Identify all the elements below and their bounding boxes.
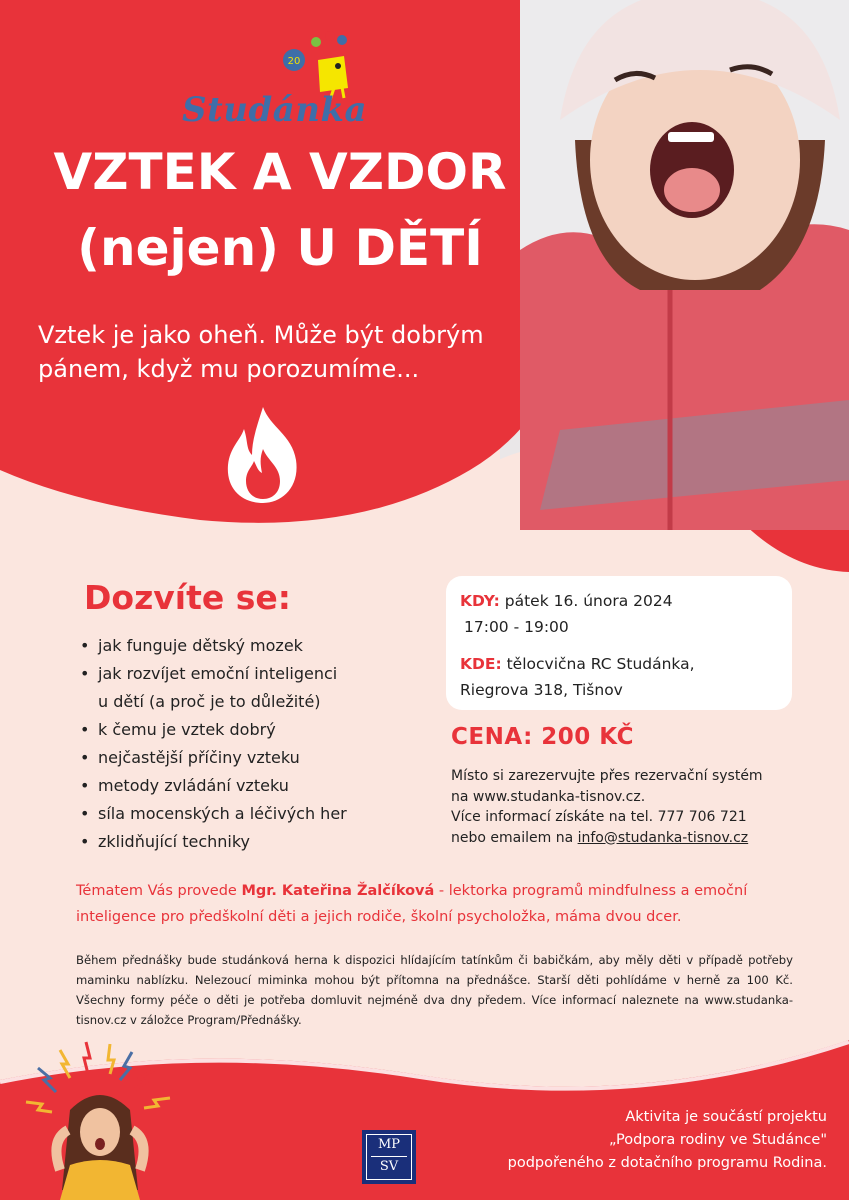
lecturer-name: Mgr. Kateřina Žalčíková [241,883,435,899]
stressed-woman-illustration [20,1040,200,1200]
learn-heading: Dozvíte se: [84,578,291,617]
list-item: • jak rozvíjet emoční inteligenci [78,660,408,688]
when-date: pátek 16. února 2024 [504,592,673,610]
list-item: u dětí (a proč je to důležité) [98,692,321,711]
when-label: KDY: [460,592,500,610]
footer-project-info [427,1106,827,1175]
subtitle [38,318,558,386]
reservation-line1: Místo si zarezervujte přes rezervační systém [451,768,763,784]
reservation-line3: Více informací získáte na tel. 777 706 721 [451,809,747,825]
page-title-line2: (nejen) U DĚTÍ [77,219,483,277]
list-item: • síla mocenských a léčivých her [78,800,408,828]
page-title-line1: VZTEK A VZDOR [53,143,507,201]
when-time: 17:00 - 19:00 [464,618,569,636]
mpsv-logo [362,1130,416,1184]
footer-line3: podpořeného z dotačního programu Rodina. [507,1155,827,1171]
list-item: • metody zvládání vzteku [78,772,408,800]
logo-badge-number: 20 [287,56,301,67]
where-line1: tělocvična RC Studánka, [506,655,695,673]
where-label: KDE: [460,655,502,673]
lecturer-prefix: Tématem Vás provede [76,883,237,899]
list-item: • zklidňující techniky [78,828,408,856]
event-where [460,651,695,677]
list-item: • k čemu je vztek dobrý [78,716,408,744]
reservation-line4-prefix: nebo emailem na [451,829,574,846]
subtitle-line2: pánem, když mu porozumíme... [38,355,420,383]
mpsv-logo-bottom: SV [379,1159,399,1174]
list-item: • jak funguje dětský mozek [78,632,408,660]
email-link[interactable]: info@studanka-tisnov.cz [577,829,749,846]
footer-line1: Aktivita je součástí projektu [625,1109,827,1125]
lecturer-info [76,878,806,930]
logo-name: Studánka [182,90,368,130]
learn-list [78,632,408,856]
childcare-notice: Během přednášky bude studánková herna k dispozici hlídajícím tatínkům či babičkám, aby měly děti v případě potřeby maminku nablízku. Nelezoucí miminka mohou být přítomna na přednášce. Starší děti pohlídáme v herně za 100 Kč. Všechny formy péče o děti je potřeba domluvit nejméně dva dny předem. Více informací naleznete na www.studanka-tisnov.cz v záložce Program/Přednášky. [76,953,793,1027]
price: CENA: 200 KČ [451,724,634,750]
where-line2: Riegrova 318, Tišnov [460,681,623,699]
child-photo [520,0,849,530]
reservation-line2: na www.studanka-tisnov.cz. [451,788,646,805]
reservation-line4 [451,828,811,849]
event-when [460,588,673,614]
subtitle-line1: Vztek je jako oheň. Může být dobrým [38,321,484,349]
list-item: • nejčastější příčiny vzteku [78,744,408,772]
footer-line2: „Podpora rodiny ve Studánce" [609,1132,827,1148]
lecturer-description: - lektorka programů mindfulness a emoční inteligence pro předškolní děti a jejich rodiče, školní psycholožka, máma dvou dcer. [76,883,748,925]
event-info-card [446,576,792,710]
reservation-info [451,766,811,848]
studanka-logo [178,30,368,130]
flame-icon [222,405,304,505]
mpsv-logo-top: MP [377,1137,401,1152]
